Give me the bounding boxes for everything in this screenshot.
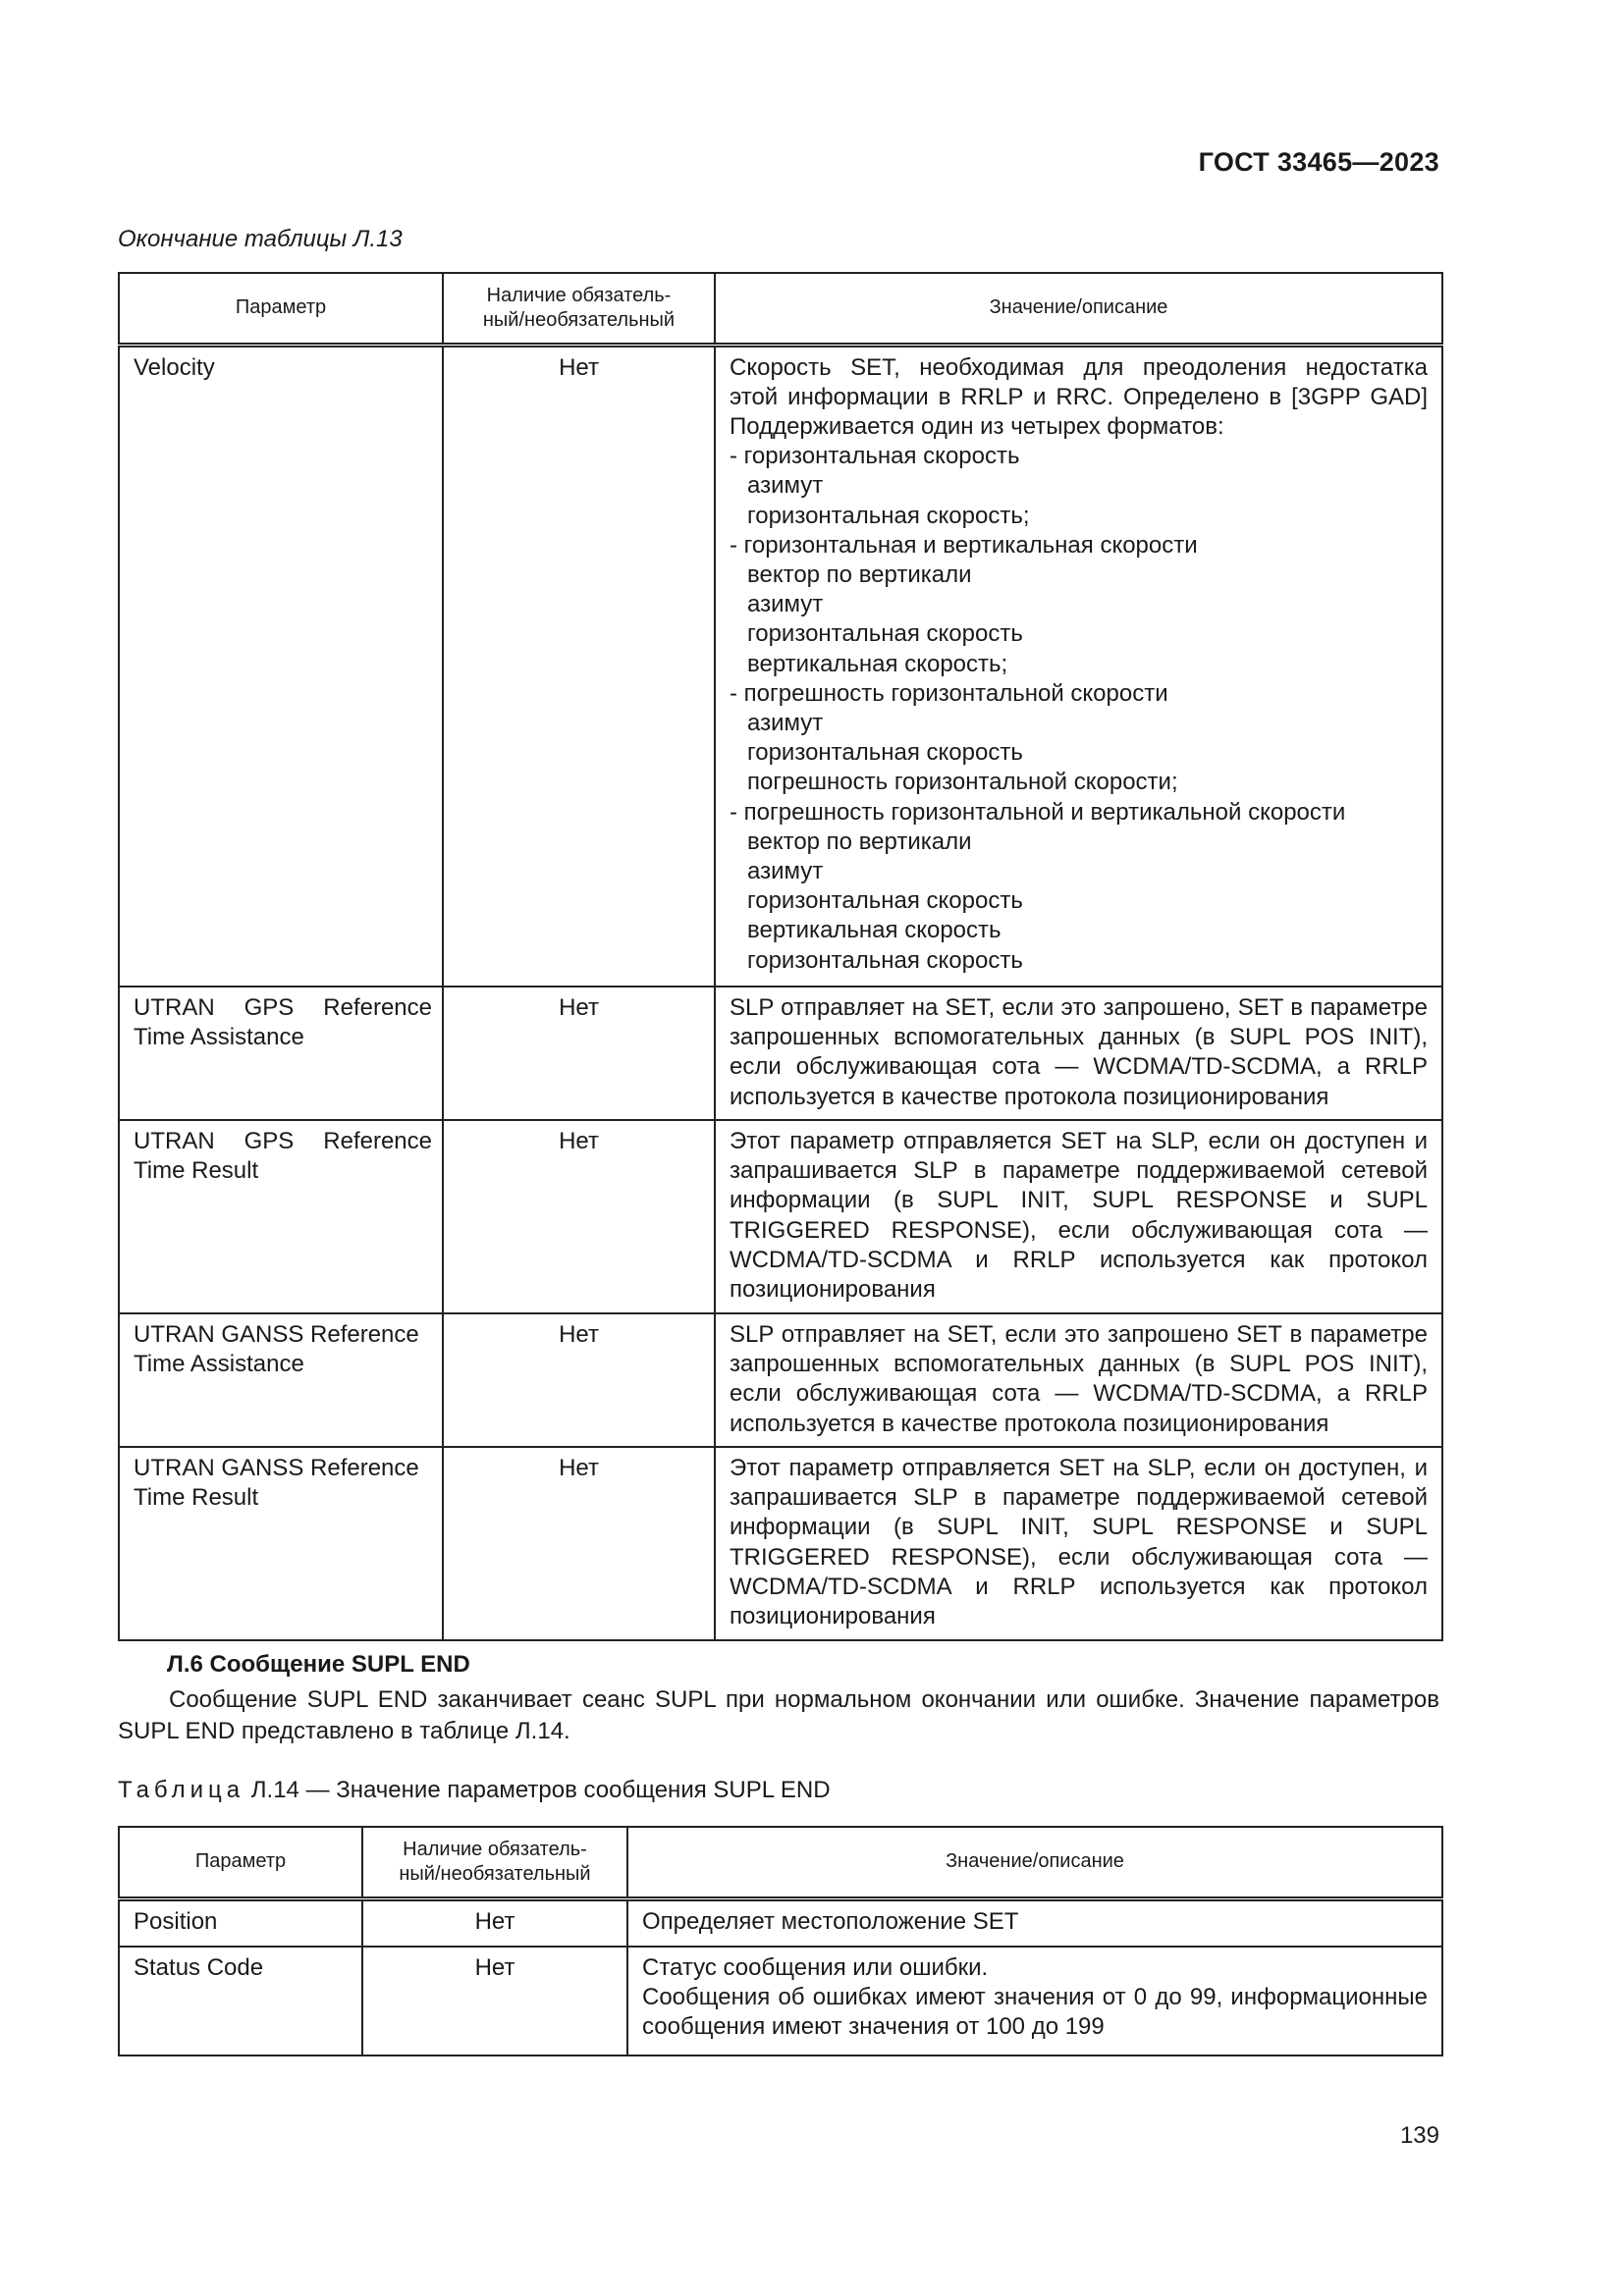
column-header-mandatory-line1: Наличие обязатель-	[403, 1838, 587, 1860]
desc-line: горизонтальная скорость;	[747, 502, 1030, 529]
param-line: Time Result	[134, 1484, 259, 1512]
cell-description	[627, 1947, 1442, 2056]
param-line: UTRAN GPS Reference	[134, 994, 432, 1021]
desc-line: горизонтальная скорость	[747, 739, 1023, 767]
cell-mandatory: Нет	[443, 1447, 715, 1640]
desc-line: вектор по вертикали	[747, 828, 972, 855]
table-row	[119, 1120, 1442, 1313]
section-paragraph: Сообщение SUPL END заканчивает сеанс SUPL при нормальном окончании или ошибке. Значение параметров SUPL END представлено в таблице Л.14.	[118, 1686, 1439, 1744]
table-l14	[118, 1826, 1443, 2056]
table-caption-label: Таблица	[118, 1777, 245, 1803]
cell-parameter: Position	[119, 1898, 362, 1947]
table-row	[119, 1313, 1442, 1447]
desc-line: азимут	[747, 472, 824, 500]
table-row	[119, 345, 1442, 987]
cell-mandatory: Нет	[443, 987, 715, 1120]
desc-line: азимут	[747, 709, 824, 736]
table-header-row	[119, 1827, 1442, 1898]
desc-line: - погрешность горизонтальной скорости	[730, 679, 1168, 707]
desc-line: горизонтальная скорость	[747, 946, 1023, 974]
desc-line: погрешность горизонтальной скорости;	[747, 769, 1178, 796]
column-header-mandatory-line2: ный/необязательный	[482, 308, 676, 331]
table-row	[119, 1447, 1442, 1640]
table-continuation-caption: Окончание таблицы Л.13	[118, 226, 403, 252]
param-line: Time Assistance	[134, 1024, 304, 1051]
column-header-mandatory-line1: Наличие обязатель-	[486, 284, 672, 306]
desc-line: Сообщения об ошибках имеют значения от 0 до 99, информационные сообщения имеют значения от 100 до 199	[642, 1984, 1428, 2041]
cell-mandatory: Нет	[362, 1947, 627, 2056]
param-line: UTRAN GPS Reference	[134, 1128, 432, 1154]
column-header-mandatory-line2: ный/необязательный	[399, 1862, 591, 1885]
column-header-parameter: Параметр	[119, 1827, 362, 1898]
desc-line: вертикальная скорость	[747, 917, 1001, 944]
table-row	[119, 987, 1442, 1120]
desc-line: горизонтальная скорость	[747, 887, 1023, 915]
desc-line: - погрешность горизонтальной и вертикальной скорости	[730, 798, 1346, 826]
cell-description: SLP отправляет на SET, если это запрошено, SET в параметре запрошенных вспомогательных данных (в SUPL POS INIT), если обслуживающая сота — WCDMA/TD-SCDMA, а RRLP используется в качестве протокола позиционирования	[715, 987, 1442, 1120]
column-header-description: Значение/описание	[627, 1827, 1442, 1898]
column-header-mandatory	[443, 273, 715, 345]
cell-parameter	[119, 1120, 443, 1313]
desc-line: азимут	[747, 857, 824, 884]
cell-description: Этот параметр отправляется SET на SLP, если он доступен и запрашивается SLP в параметре поддерживаемой сетевой информации (в SUPL INIT, SUPL RESPONSE и SUPL TRIGGERED RESPONSE), если обслуживающая сота — WCDMA/TD-SCDMA и RRLP используется как протокол позиционирования	[715, 1120, 1442, 1313]
document-id-header: ГОСТ 33465—2023	[1198, 147, 1439, 177]
table-l13-end	[118, 272, 1443, 1641]
cell-description: Определяет местоположение SET	[627, 1898, 1442, 1947]
cell-parameter	[119, 1447, 443, 1640]
table-header-row	[119, 273, 1442, 345]
desc-line: азимут	[747, 591, 824, 618]
cell-description	[715, 345, 1442, 987]
desc-line: Скорость SET, необходимая для преодоления недостатка	[730, 353, 1428, 381]
cell-mandatory: Нет	[443, 345, 715, 987]
param-line: UTRAN GANSS Reference	[134, 1321, 419, 1348]
column-header-parameter: Параметр	[119, 273, 443, 345]
param-line: UTRAN GANSS Reference	[134, 1455, 419, 1481]
desc-line: этой информации в RRLP и RRC. Определено в [3GPP GAD]	[730, 383, 1428, 410]
table-row	[119, 1898, 1442, 1947]
section-title: Л.6 Сообщение SUPL END	[167, 1651, 470, 1678]
desc-line: - горизонтальная и вертикальная скорости	[730, 531, 1198, 559]
cell-parameter: Status Code	[119, 1947, 362, 2056]
cell-mandatory: Нет	[443, 1120, 715, 1313]
page-number: 139	[1399, 2122, 1439, 2149]
table-row	[119, 1947, 1442, 2056]
desc-line: - горизонтальная скорость	[730, 443, 1020, 470]
desc-line: вертикальная скорость;	[747, 650, 1008, 677]
desc-line: Поддерживается один из четырех форматов:	[730, 412, 1224, 440]
cell-description: Этот параметр отправляется SET на SLP, если он доступен, и запрашивается SLP в параметре поддерживаемой сетевой информации (в SUPL INIT, SUPL RESPONSE и SUPL TRIGGERED RESPONSE), если обслуживающая сота — WCDMA/TD-SCDMA и RRLP используется как протокол позиционирования	[715, 1447, 1442, 1640]
cell-description: SLP отправляет на SET, если это запрошено SET в параметре запрошенных вспомогательных данных (в SUPL POS INIT), если обслуживающая сота — WCDMA/TD-SCDMA, а RRLP используется в качестве протокола позиционирования	[715, 1313, 1442, 1447]
column-header-description: Значение/описание	[715, 273, 1442, 345]
cell-parameter: Velocity	[119, 345, 443, 987]
desc-line: горизонтальная скорость	[747, 620, 1023, 648]
param-line: Time Result	[134, 1157, 259, 1185]
cell-parameter	[119, 1313, 443, 1447]
desc-line: Статус сообщения или ошибки.	[642, 1954, 989, 1981]
column-header-mandatory	[362, 1827, 627, 1898]
table-l14-caption	[118, 1777, 831, 1804]
cell-parameter	[119, 987, 443, 1120]
table-caption-title: Л.14 — Значение параметров сообщения SUPL END	[250, 1777, 831, 1803]
param-line: Time Assistance	[134, 1351, 304, 1378]
desc-line: вектор по вертикали	[747, 561, 972, 588]
cell-mandatory: Нет	[443, 1313, 715, 1447]
cell-mandatory: Нет	[362, 1898, 627, 1947]
